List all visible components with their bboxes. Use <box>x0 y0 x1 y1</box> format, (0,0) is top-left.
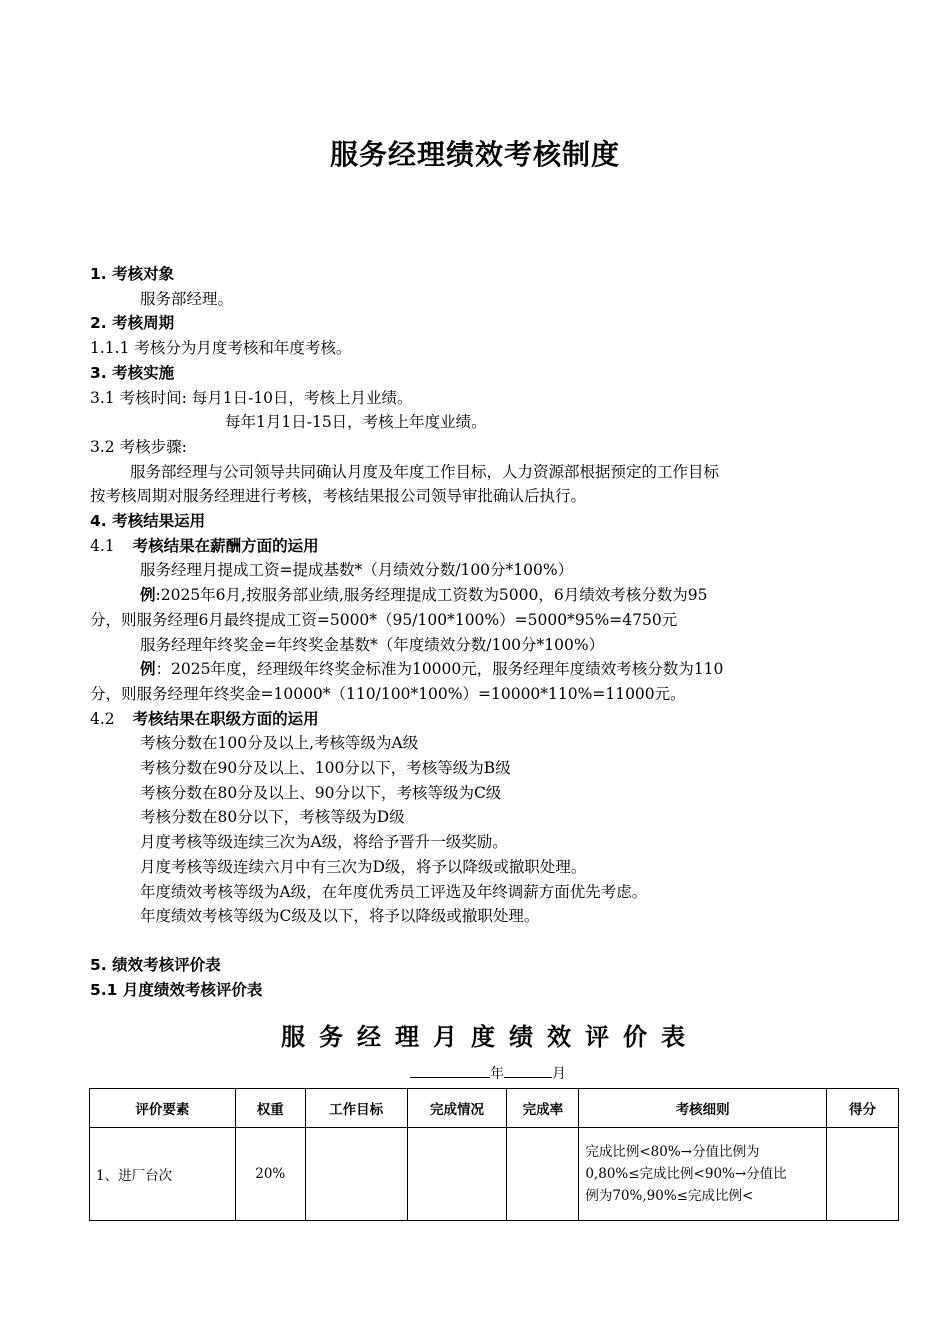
section-1-text: 服务部经理。 <box>140 289 234 308</box>
section-4-2-number: 4.2 <box>90 709 115 728</box>
cell-element: 1、进厂台次 <box>90 1128 236 1221</box>
section-3-heading: 3. 考核实施 <box>90 363 175 382</box>
year-month-line <box>410 1063 566 1083</box>
table-row <box>90 1128 899 1221</box>
cell-detail <box>579 1128 827 1221</box>
example-1-line2: 分，则服务经理6月最终提成工资=5000*（95/100*100%）=5000*95%=4750元 <box>90 610 678 629</box>
detail-line: 完成比例<80%→分值比例为 <box>585 1144 760 1160</box>
section-5-heading: 5. 绩效考核评价表 <box>90 955 221 974</box>
cell-rate <box>507 1128 579 1221</box>
grade-rule: 考核分数在90分及以上、100分以下，考核等级为B级 <box>140 759 511 778</box>
section-2-heading: 2. 考核周期 <box>90 314 175 333</box>
section-2-text: 1.1.1 考核分为月度考核和年度考核。 <box>90 339 352 358</box>
section-3-2-paragraph-line2: 按考核周期对服务经理进行考核，考核结果报公司领导审批确认后执行。 <box>90 487 587 506</box>
section-4-2-heading <box>90 707 870 732</box>
column-header: 考核细则 <box>579 1089 827 1128</box>
example-1-label: 例 <box>140 586 156 605</box>
section-3-1-time-monthly: 3.1 考核时间: 每月1日-10日，考核上月业绩。 <box>90 388 413 407</box>
section-4-1-title: 考核结果在薪酬方面的运用 <box>132 536 319 555</box>
evaluation-table <box>89 1088 899 1221</box>
detail-line: 例为70%,90%≤完成比例< <box>585 1188 754 1204</box>
table-title: 服务经理月度绩效评价表 <box>281 1023 699 1051</box>
month-blank <box>504 1063 552 1078</box>
monthly-commission-formula: 服务经理月提成工资=提成基数*（月绩效分数/100分*100%） <box>140 561 574 580</box>
column-header: 评价要素 <box>90 1089 236 1128</box>
column-header: 工作目标 <box>305 1089 407 1128</box>
grade-rule: 年度绩效考核等级为A级，在年度优秀员工评选及年终调薪方面优先考虑。 <box>140 882 648 901</box>
year-label: 年 <box>490 1066 504 1082</box>
section-3-1-time-yearly: 每年1月1日-15日，考核上年度业绩。 <box>225 413 487 432</box>
column-header: 得分 <box>827 1089 899 1128</box>
section-4-2-title: 考核结果在职级方面的运用 <box>132 709 319 728</box>
example-2-text: ：2025年度，经理级年终奖金标准为10000元，服务经理年度绩效考核分数为110 <box>155 660 724 679</box>
detail-line: 0,80%≤完成比例<90%→分值比 <box>585 1166 787 1182</box>
annual-bonus-formula: 服务经理年终奖金=年终奖金基数*（年度绩效分数/100分*100%） <box>140 635 605 654</box>
cell-score <box>827 1128 899 1221</box>
grade-rule: 考核分数在80分及以上、90分以下，考核等级为C级 <box>140 783 502 802</box>
cell-status <box>407 1128 507 1221</box>
cell-target <box>305 1128 407 1221</box>
cell-weight: 20% <box>235 1128 305 1221</box>
document-title: 服务经理绩效考核制度 <box>329 138 620 171</box>
section-4-1-number: 4.1 <box>90 536 115 555</box>
year-blank <box>410 1063 490 1078</box>
column-header: 完成率 <box>507 1089 579 1128</box>
example-2-label: 例 <box>140 660 156 679</box>
grade-rule: 月度考核等级连续六月中有三次为D级，将予以降级或撤职处理。 <box>140 857 587 876</box>
column-header: 完成情况 <box>407 1089 507 1128</box>
grade-rule: 月度考核等级连续三次为A级，将给予晋升一级奖励。 <box>140 833 508 852</box>
grade-rule: 年度绩效考核等级为C级及以下，将予以降级或撤职处理。 <box>140 907 540 926</box>
section-1-heading: 1. 考核对象 <box>90 265 175 283</box>
document-body <box>90 262 870 1002</box>
section-3-2-heading: 3.2 考核步骤: <box>90 437 187 456</box>
example-1-line1 <box>90 583 870 608</box>
example-1-text: :2025年6月,按服务部业绩,服务经理提成工资数为5000，6月绩效考核分数为95 <box>155 586 708 605</box>
grade-rule: 考核分数在100分及以上,考核等级为A级 <box>140 734 419 753</box>
section-5-1-heading: 5.1 月度绩效考核评价表 <box>90 980 263 999</box>
column-header: 权重 <box>235 1089 305 1128</box>
table-header-row <box>90 1089 899 1128</box>
month-label: 月 <box>552 1066 566 1082</box>
grade-rule: 考核分数在80分以下，考核等级为D级 <box>140 808 405 827</box>
section-3-2-paragraph-line1: 服务部经理与公司领导共同确认月度及年度工作目标，人力资源部根据预定的工作目标 <box>130 462 720 481</box>
section-4-1-heading <box>90 534 870 559</box>
example-2-line1 <box>90 657 870 682</box>
example-2-line2: 分，则服务经理年终奖金=10000*（110/100*100%）=10000*110%=11000元。 <box>90 684 686 703</box>
section-4-heading: 4. 考核结果运用 <box>90 512 206 531</box>
